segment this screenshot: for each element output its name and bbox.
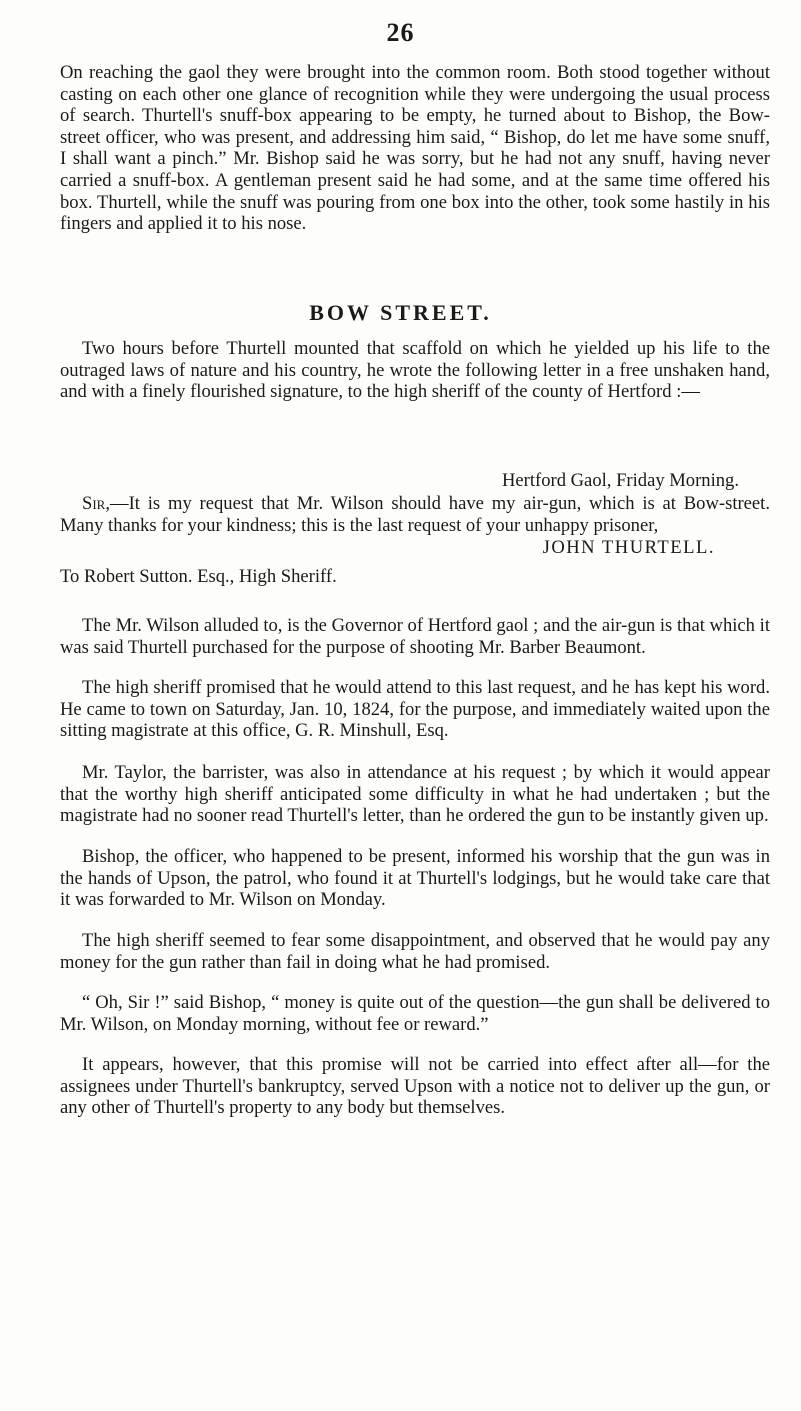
section-heading: BOW STREET.	[309, 300, 492, 325]
paragraph-sheriff: The high sheriff promised that he would attend to this last request, and he has kept his word. He came to town on Saturday, Jan. 10, 1824, for the purpose, and immediately waited upon the sitting magistrate at this office, G. R. Minshull, Esq.	[60, 677, 770, 742]
paragraph-bishop: Bishop, the officer, who happened to be present, informed his worship that the gun was in the hands of Upson, the patrol, who found it at Thurtell's lodgings, but he would take care that it was forwarded to Mr. Wilson on Monday.	[60, 846, 770, 911]
paragraph-appears: It appears, however, that this promise will not be carried into effect after all—for the assignees under Thurtell's bankruptcy, served Upson with a notice not to deliver up the gun, or any other of Thurtell's property to any body but themselves.	[60, 1054, 770, 1119]
letter-signature: JOHN THURTELL.	[542, 537, 715, 558]
paragraph-wilson: The Mr. Wilson alluded to, is the Governor of Hertford gaol ; and the air-gun is that which it was said Thurtell purchased for the purpose of shooting Mr. Barber Beaumont.	[60, 615, 770, 658]
letter-location: Hertford Gaol, Friday Morning.	[501, 470, 739, 491]
letter-body-block	[60, 493, 770, 536]
paragraph-taylor: Mr. Taylor, the barrister, was also in attendance at his request ; by which it would appear that the worthy high sheriff anticipated some difficulty in what he had undertaken ; but the magistrate had no sooner read Thurtell's letter, than he ordered the gun to be instantly given up.	[60, 762, 770, 827]
letter-salutation: Sir,	[82, 493, 110, 514]
paragraph-two-hours: Two hours before Thurtell mounted that scaffold on which he yielded up his life to the outraged laws of nature and his country, he wrote the following letter in a free unshaken hand, and with a finely flourished signature, to the high sheriff of the county of Hertford :—	[60, 338, 770, 403]
paragraph-fear: The high sheriff seemed to fear some disappointment, and observed that he would pay any money for the gun rather than fail in doing what he had promised.	[60, 930, 770, 973]
paragraph-quote: “ Oh, Sir !” said Bishop, “ money is quite out of the question—the gun shall be delivered to Mr. Wilson, on Monday morning, without fee or reward.”	[60, 992, 770, 1035]
page-number: 26	[386, 18, 415, 47]
letter-body: —It is my request that Mr. Wilson should have my air-gun, which is at Bow-street. Many thanks for your kindness; this is the last request of your unhappy prisoner,	[60, 493, 770, 536]
paragraph-intro: On reaching the gaol they were brought into the common room. Both stood together without casting on each other one glance of recognition while they were undergoing the usual process of search. Thurtell's snuff-box appearing to be empty, he turned about to Bishop, the Bow-street officer, who was present, and addressing him said, “ Bishop, do let me have some snuff, I shall want a pinch.” Mr. Bishop said he was sorry, but he had not any snuff, having never carried a snuff-box. A gentleman present said he had some, and at the same time offered his box. Thurtell, while the snuff was pouring from one box into the other, took some hastily in his fingers and applied it to his nose.	[60, 62, 770, 235]
signature-row	[60, 537, 770, 559]
letter-addressee: To Robert Sutton. Esq., High Sheriff.	[60, 566, 337, 587]
